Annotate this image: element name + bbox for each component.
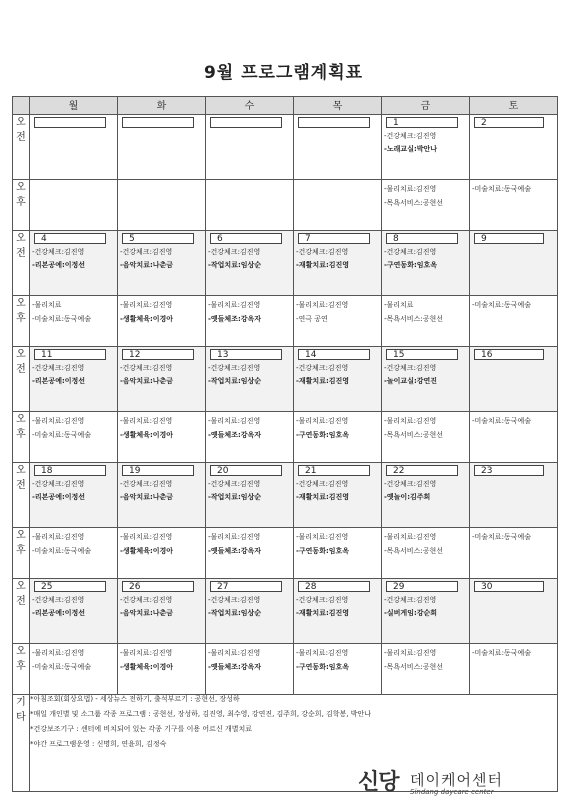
- day-cell-pm: [382, 644, 470, 695]
- day-header-mon: 월: [30, 97, 118, 115]
- morning-label-char: 오: [16, 581, 26, 592]
- date-number: 12: [122, 349, 194, 360]
- note-line: *매일 개인별 및 소그룹 각종 프로그램 : 공현선, 장성하, 김진영, 최수영, 강연진, 김주희, 강순희, 김학봉, 박안나: [30, 710, 372, 718]
- date-number: 25: [34, 581, 106, 592]
- week-3-pm-row: [13, 412, 558, 463]
- program-item: -리본공예:이정선: [32, 493, 86, 501]
- day-cell-am: [294, 463, 382, 528]
- day-cell-pm: [470, 296, 558, 347]
- program-item: -건강체크:김진영: [296, 596, 349, 604]
- morning-label: [13, 115, 30, 180]
- program-item: -작업치료:임상순: [208, 377, 262, 385]
- date-number: 30: [474, 581, 544, 592]
- day-cell-am: [470, 463, 558, 528]
- program-item: -물리치료:김진영: [208, 301, 261, 309]
- day-cell-pm: [30, 296, 118, 347]
- date-number: 28: [298, 581, 370, 592]
- header-corner: [13, 97, 30, 115]
- week-4-pm-row: [13, 528, 558, 579]
- afternoon-label-char: 후: [16, 545, 26, 556]
- program-item: -음악치료:나춘금: [120, 493, 174, 501]
- day-cell-am: [30, 231, 118, 296]
- center-logo: [358, 770, 558, 800]
- week-2-am-row: [13, 231, 558, 296]
- program-item: -물리치료: [384, 301, 414, 309]
- day-cell-pm: [206, 180, 294, 231]
- day-cell-am: [382, 579, 470, 644]
- program-item: -미술치료:동국예술: [32, 663, 91, 671]
- program-item: -구연동화:임호옥: [296, 663, 350, 671]
- day-header-fri: 금: [382, 97, 470, 115]
- program-item: -생활체육:이경아: [120, 663, 174, 671]
- program-item: -미술치료:동국예술: [472, 533, 531, 541]
- program-item: -미술치료:동국예술: [32, 315, 91, 323]
- program-item: -구연동화:임호옥: [384, 261, 438, 269]
- morning-label: [13, 579, 30, 644]
- logo-english: Sindang daycare center: [410, 788, 494, 796]
- program-item: -건강체크:김진영: [120, 596, 173, 604]
- date-number: 26: [122, 581, 194, 592]
- day-cell-pm: [470, 180, 558, 231]
- program-item: -물리치료:김진영: [384, 649, 437, 657]
- day-cell-pm: [30, 644, 118, 695]
- program-item: -건강체크:김진영: [32, 596, 85, 604]
- day-cell-am: [470, 579, 558, 644]
- day-cell-pm: [382, 180, 470, 231]
- program-item: -물리치료:김진영: [32, 649, 85, 657]
- date-number: 8: [386, 233, 458, 244]
- program-item: -물리치료:김진영: [296, 417, 349, 425]
- etc-label-char: 타: [16, 712, 26, 723]
- program-item: -물리치료:김진영: [208, 417, 261, 425]
- program-item: -물리치료:김진영: [384, 185, 437, 193]
- date-number: 19: [122, 465, 194, 476]
- program-item: -옛놀이:김주희: [384, 493, 431, 501]
- program-item: -생활체육:이경아: [120, 547, 174, 555]
- day-cell-am: [206, 463, 294, 528]
- afternoon-label: [13, 412, 30, 463]
- day-cell-pm: [470, 528, 558, 579]
- date-number: 15: [386, 349, 458, 360]
- program-item: -건강체크:김진영: [208, 480, 261, 488]
- date-number: [298, 117, 370, 128]
- week-5-pm-row: [13, 644, 558, 695]
- program-item: -리본공예:이정선: [32, 609, 86, 617]
- day-cell-pm: [118, 180, 206, 231]
- afternoon-label-char: 오: [16, 182, 26, 193]
- morning-label: [13, 347, 30, 412]
- date-number: 20: [210, 465, 282, 476]
- day-cell-pm: [382, 296, 470, 347]
- program-item: -물리치료:김진영: [120, 649, 173, 657]
- day-cell-am: [382, 463, 470, 528]
- program-item: -건강체크:김진영: [32, 480, 85, 488]
- afternoon-label: [13, 296, 30, 347]
- date-number: 2: [474, 117, 544, 128]
- program-item: -물리치료:김진영: [384, 533, 437, 541]
- week-2-pm-row: [13, 296, 558, 347]
- program-item: -노래교실:박안나: [384, 145, 438, 153]
- program-item: -옛들체조:강옥자: [208, 431, 262, 439]
- program-item: -옛들체조:강옥자: [208, 547, 262, 555]
- day-cell-pm: [294, 412, 382, 463]
- program-item: -물리치료:김진영: [384, 417, 437, 425]
- week-1-pm-row: [13, 180, 558, 231]
- program-item: -물리치료:김진영: [208, 649, 261, 657]
- morning-label-char: 전: [16, 480, 26, 491]
- program-item: -옛들체조:강옥자: [208, 663, 262, 671]
- program-item: -건강체크:김진영: [384, 132, 437, 140]
- program-item: -건강체크:김진영: [296, 248, 349, 256]
- week-4-am-row: [13, 463, 558, 528]
- day-cell-am: [470, 231, 558, 296]
- program-item: -건강체크:김진영: [208, 248, 261, 256]
- date-number: 27: [210, 581, 282, 592]
- program-item: -구연동화:임호옥: [296, 547, 350, 555]
- program-item: -재활치료:김진영: [296, 493, 350, 501]
- date-number: 13: [210, 349, 282, 360]
- program-item: -건강체크:김진영: [32, 364, 85, 372]
- day-cell-pm: [470, 644, 558, 695]
- date-number: 18: [34, 465, 106, 476]
- program-item: -물리치료: [32, 301, 62, 309]
- morning-label: [13, 463, 30, 528]
- date-number: 11: [34, 349, 106, 360]
- morning-label-char: 오: [16, 349, 26, 360]
- program-item: -건강체크:김진영: [384, 248, 437, 256]
- schedule-table: [12, 96, 558, 792]
- afternoon-label-char: 후: [16, 661, 26, 672]
- day-cell-am: [382, 115, 470, 180]
- program-item: -리본공예:이정선: [32, 261, 86, 269]
- day-cell-am: [206, 231, 294, 296]
- morning-label-char: 오: [16, 117, 26, 128]
- program-item: -목욕서비스:공현선: [384, 315, 443, 323]
- day-cell-pm: [30, 528, 118, 579]
- day-cell-pm: [294, 180, 382, 231]
- logo-mark: 신당: [358, 770, 399, 795]
- day-cell-pm: [294, 644, 382, 695]
- afternoon-label-char: 오: [16, 414, 26, 425]
- morning-label-char: 전: [16, 248, 26, 259]
- day-cell-pm: [118, 644, 206, 695]
- week-3-am-row: [13, 347, 558, 412]
- afternoon-label-char: 오: [16, 298, 26, 309]
- program-item: -생활체육:이경아: [120, 315, 174, 323]
- morning-label-char: 오: [16, 465, 26, 476]
- day-cell-pm: [294, 296, 382, 347]
- date-number: 1: [386, 117, 458, 128]
- program-item: -물리치료:김진영: [120, 301, 173, 309]
- day-cell-pm: [30, 180, 118, 231]
- date-number: 16: [474, 349, 544, 360]
- afternoon-label-char: 후: [16, 197, 26, 208]
- program-item: -물리치료:김진영: [32, 417, 85, 425]
- day-cell-pm: [470, 412, 558, 463]
- program-item: -미술치료:동국예술: [472, 417, 531, 425]
- note-line: *건강보조기구 : 센터에 비치되어 있는 각종 기구를 이용 어르신 개별치료: [30, 725, 252, 733]
- date-number: 5: [122, 233, 194, 244]
- date-number: 29: [386, 581, 458, 592]
- note-line: *야간 프로그램운영 : 신명희, 연윤희, 김정숙: [30, 740, 167, 748]
- day-cell-am: [118, 579, 206, 644]
- program-item: -연극 공연: [296, 315, 328, 323]
- program-item: -생활체육:이경아: [120, 431, 174, 439]
- program-item: -물리치료:김진영: [296, 649, 349, 657]
- program-item: -리본공예:이정선: [32, 377, 86, 385]
- program-item: -건강체크:김진영: [384, 480, 437, 488]
- afternoon-label-char: 후: [16, 429, 26, 440]
- date-number: 9: [474, 233, 544, 244]
- date-number: 14: [298, 349, 370, 360]
- date-number: 23: [474, 465, 544, 476]
- date-number: 7: [298, 233, 370, 244]
- etc-label-char: 기: [16, 697, 26, 708]
- program-item: -작업치료:임상순: [208, 261, 262, 269]
- afternoon-label-char: 오: [16, 646, 26, 657]
- date-number: 21: [298, 465, 370, 476]
- day-cell-am: [382, 231, 470, 296]
- day-cell-pm: [382, 528, 470, 579]
- day-header-wed: 수: [206, 97, 294, 115]
- day-cell-am: [206, 115, 294, 180]
- morning-label-char: 오: [16, 233, 26, 244]
- program-item: -구연동화:임호옥: [296, 431, 350, 439]
- afternoon-label-char: 오: [16, 530, 26, 541]
- program-item: -목욕서비스:공현선: [384, 547, 443, 555]
- program-item: -재활치료:김진영: [296, 377, 350, 385]
- day-cell-am: [470, 115, 558, 180]
- program-item: -물리치료:김진영: [296, 533, 349, 541]
- program-item: -물리치료:김진영: [120, 533, 173, 541]
- program-item: -작업치료:임상순: [208, 493, 262, 501]
- program-item: -옛들체조:강옥자: [208, 315, 262, 323]
- program-item: -목욕서비스:공현선: [384, 199, 443, 207]
- program-item: -목욕서비스:공현선: [384, 431, 443, 439]
- day-cell-pm: [206, 644, 294, 695]
- day-cell-pm: [118, 528, 206, 579]
- program-item: -물리치료:김진영: [120, 417, 173, 425]
- day-cell-am: [30, 347, 118, 412]
- afternoon-label: [13, 180, 30, 231]
- logo-name: 데이케어센터: [410, 771, 503, 789]
- day-cell-am: [470, 347, 558, 412]
- program-item: -건강체크:김진영: [120, 364, 173, 372]
- program-item: -실버게임:강순희: [384, 609, 438, 617]
- day-cell-am: [118, 231, 206, 296]
- program-item: -건강체크:김진영: [384, 596, 437, 604]
- day-cell-pm: [382, 412, 470, 463]
- day-cell-pm: [206, 528, 294, 579]
- day-header-tue: 화: [118, 97, 206, 115]
- program-item: -건강체크:김진영: [296, 364, 349, 372]
- date-number: [122, 117, 194, 128]
- program-item: -건강체크:김진영: [296, 480, 349, 488]
- day-cell-am: [30, 579, 118, 644]
- afternoon-label: [13, 528, 30, 579]
- program-item: -건강체크:김진영: [208, 364, 261, 372]
- program-item: -목욕서비스:공현선: [384, 663, 443, 671]
- day-cell-am: [206, 579, 294, 644]
- program-item: -미술치료:동국예술: [32, 547, 91, 555]
- afternoon-label-char: 후: [16, 313, 26, 324]
- day-header-thu: 목: [294, 97, 382, 115]
- afternoon-label: [13, 644, 30, 695]
- day-cell-pm: [206, 296, 294, 347]
- program-item: -놀이교실:강연진: [384, 377, 438, 385]
- date-number: 6: [210, 233, 282, 244]
- program-item: -건강체크:김진영: [32, 248, 85, 256]
- day-cell-pm: [118, 296, 206, 347]
- week-5-am-row: [13, 579, 558, 644]
- program-item: -재활치료:김진영: [296, 261, 350, 269]
- morning-label-char: 전: [16, 596, 26, 607]
- etc-label: [13, 695, 30, 792]
- day-cell-am: [294, 347, 382, 412]
- program-item: -미술치료:동국예술: [472, 301, 531, 309]
- program-item: -건강체크:김진영: [120, 480, 173, 488]
- morning-label-char: 전: [16, 364, 26, 375]
- day-cell-am: [118, 115, 206, 180]
- day-cell-am: [206, 347, 294, 412]
- program-item: -물리치료:김진영: [208, 533, 261, 541]
- day-cell-am: [294, 115, 382, 180]
- day-cell-pm: [30, 412, 118, 463]
- program-item: -물리치료:김진영: [296, 301, 349, 309]
- program-item: -건강체크:김진영: [208, 596, 261, 604]
- note-line: *아침조회(회상요법) - 세상뉴스 전하기, 출석부르기 : 공현선, 장성하: [30, 695, 240, 703]
- date-number: [34, 117, 106, 128]
- program-item: -물리치료:김진영: [32, 533, 85, 541]
- program-item: -건강체크:김진영: [384, 364, 437, 372]
- day-cell-pm: [206, 412, 294, 463]
- date-number: 22: [386, 465, 458, 476]
- day-cell-pm: [294, 528, 382, 579]
- program-item: -음악치료:나춘금: [120, 377, 174, 385]
- day-cell-am: [30, 463, 118, 528]
- day-cell-am: [294, 579, 382, 644]
- program-item: -재활치료:김진영: [296, 609, 350, 617]
- program-item: -미술치료:동국예술: [472, 649, 531, 657]
- day-cell-am: [30, 115, 118, 180]
- morning-label: [13, 231, 30, 296]
- date-number: [210, 117, 282, 128]
- program-item: -건강체크:김진영: [120, 248, 173, 256]
- program-item: -미술치료:동국예술: [472, 185, 531, 193]
- day-cell-am: [294, 231, 382, 296]
- day-cell-am: [382, 347, 470, 412]
- date-number: 4: [34, 233, 106, 244]
- day-cell-am: [118, 463, 206, 528]
- day-header-sat: 토: [470, 97, 558, 115]
- day-cell-am: [118, 347, 206, 412]
- program-item: -미술치료:동국예술: [32, 431, 91, 439]
- morning-label-char: 전: [16, 132, 26, 143]
- program-item: -음악치료:나춘금: [120, 609, 174, 617]
- day-cell-pm: [118, 412, 206, 463]
- program-item: -음악치료:나춘금: [120, 261, 174, 269]
- page-title: 9월 프로그램계획표: [203, 63, 364, 83]
- program-item: -작업치료:임상순: [208, 609, 262, 617]
- week-1-am-row: [13, 115, 558, 180]
